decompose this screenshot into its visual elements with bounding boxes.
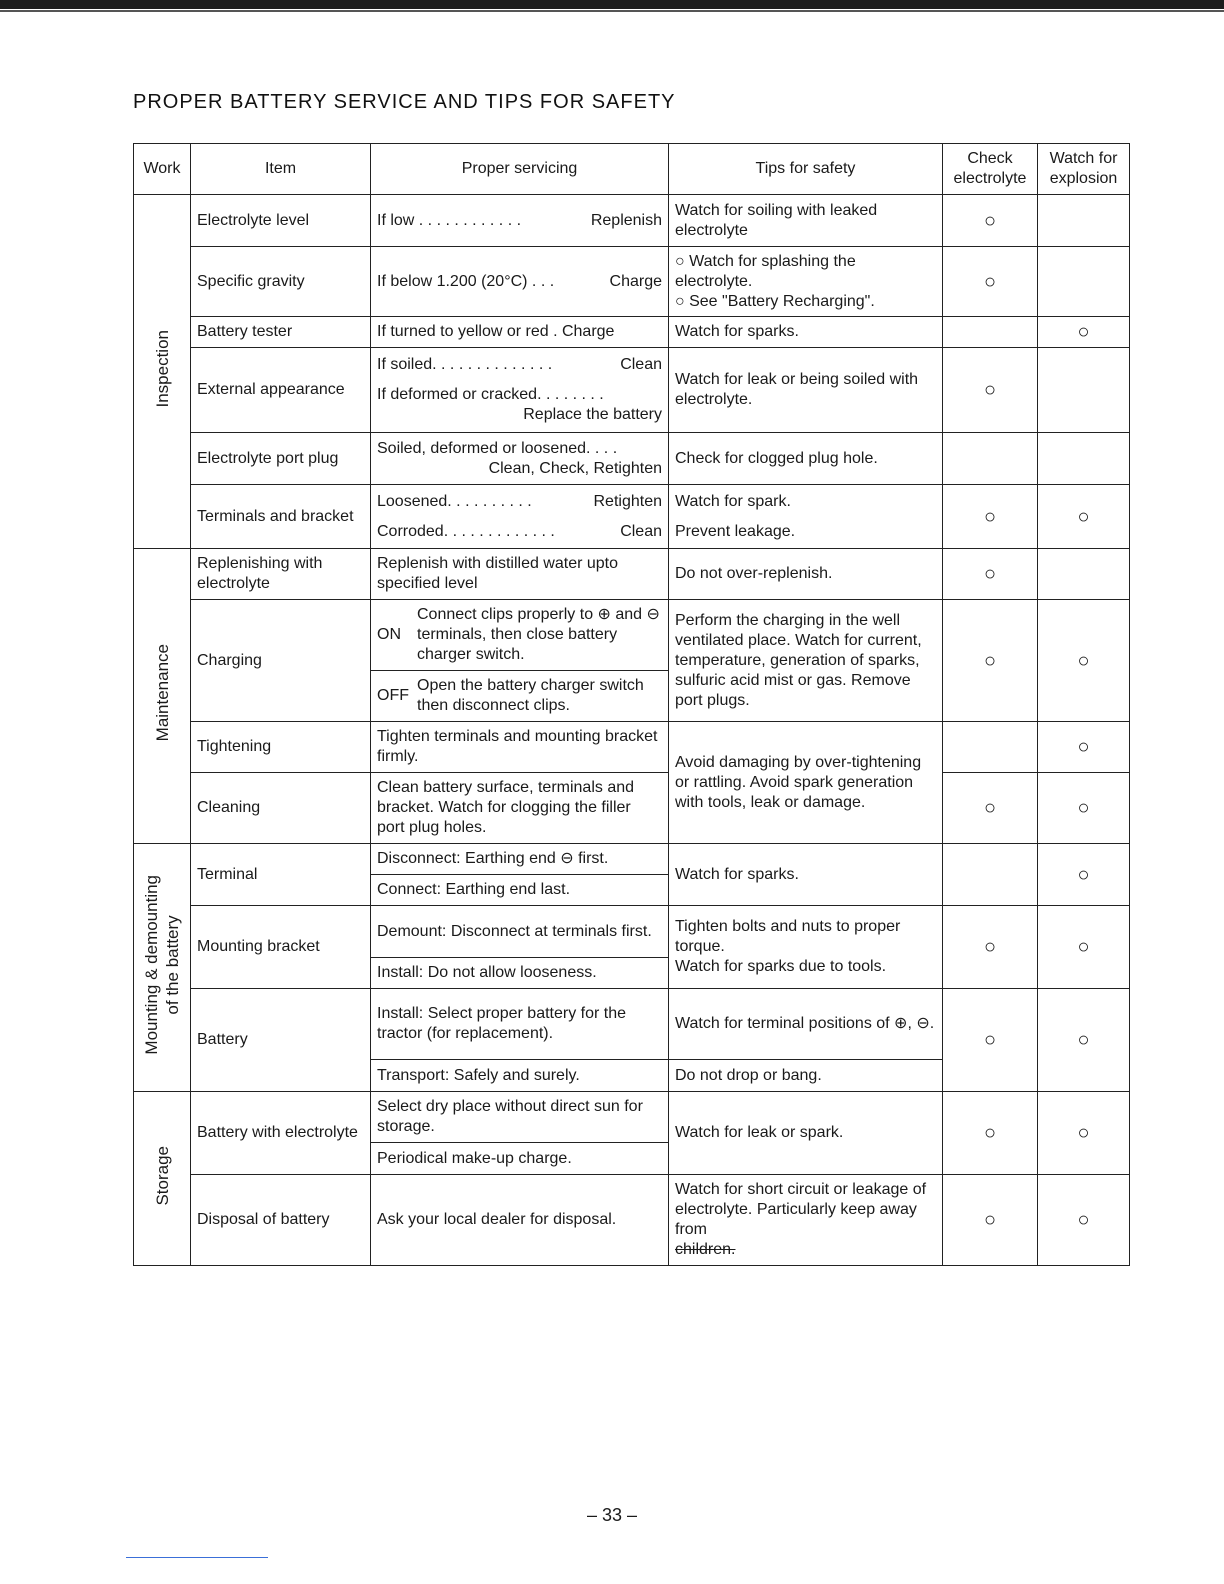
tips-cell: Watch for short circuit or leakage of electrolyte. Particularly keep away from children. [669, 1175, 943, 1266]
check-mark: ○ [943, 773, 1038, 844]
table-row [134, 247, 1130, 317]
top-border-line [0, 10, 1224, 12]
watch-mark: ○ [1038, 722, 1130, 773]
group-inspection: Inspection [134, 195, 191, 549]
check-mark: ○ [943, 348, 1038, 433]
item-cell: Electrolyte port plug [191, 433, 371, 485]
table-header-row [134, 144, 1130, 195]
empty-mark [1038, 247, 1130, 317]
tips-cell: Watch for soiling with leaked electrolyte [669, 195, 943, 247]
table-row [134, 989, 1130, 1060]
check-mark: ○ [943, 195, 1038, 247]
tips-cell: Watch for sparks. [669, 844, 943, 906]
watch-mark: ○ [1038, 989, 1130, 1092]
watch-mark: ○ [1038, 844, 1130, 906]
proper-cell: ON Connect clips properly to ⊕ and ⊖ terminals, then close battery charger switch. [371, 600, 669, 671]
struck-text: children. [675, 1241, 736, 1258]
watch-mark: ○ [1038, 1175, 1130, 1266]
top-border [0, 0, 1224, 9]
proper-cell: Transport: Safely and surely. [371, 1060, 669, 1092]
check-mark: ○ [943, 600, 1038, 722]
item-cell: Disposal of battery [191, 1175, 371, 1266]
table-row [134, 485, 1130, 549]
proper-cell: If below 1.200 (20°C) . . . Charge [371, 247, 669, 317]
tips-cell: Check for clogged plug hole. [669, 433, 943, 485]
tips-cell: Tighten bolts and nuts to proper torque. Watch for sparks due to tools. [669, 906, 943, 989]
item-cell: Battery [191, 989, 371, 1092]
item-cell: Terminals and bracket [191, 485, 371, 549]
item-cell: External appearance [191, 348, 371, 433]
table-row [134, 906, 1130, 958]
item-cell: Battery with electrolyte [191, 1092, 371, 1175]
proper-cell: Loosened. . . . . . . . . . Retighten Corroded. . . . . . . . . . . . . Clean [371, 485, 669, 549]
table-row [134, 844, 1130, 875]
table-row [134, 433, 1130, 485]
check-mark: ○ [943, 247, 1038, 317]
proper-cell: Periodical make-up charge. [371, 1143, 669, 1175]
group-maintenance: Maintenance [134, 549, 191, 844]
check-mark: ○ [943, 1175, 1038, 1266]
item-cell: Cleaning [191, 773, 371, 844]
check-mark: ○ [943, 485, 1038, 549]
group-mounting: Mounting & demounting of the battery [134, 844, 191, 1092]
off-label: OFF [377, 687, 409, 704]
proper-cell: Connect: Earthing end last. [371, 875, 669, 906]
header-proper-servicing: Proper servicing [371, 144, 669, 195]
tips-cell: Do not drop or bang. [669, 1060, 943, 1092]
empty-mark [1038, 549, 1130, 600]
proper-cell: If low . . . . . . . . . . . . Replenish [371, 195, 669, 247]
item-cell: Replenishing with electrolyte [191, 549, 371, 600]
item-cell: Battery tester [191, 317, 371, 348]
check-mark: ○ [943, 989, 1038, 1092]
proper-cell: Disconnect: Earthing end ⊖ first. [371, 844, 669, 875]
watch-mark: ○ [1038, 1092, 1130, 1175]
proper-cell: Demount: Disconnect at terminals first. [371, 906, 669, 958]
table-row [134, 348, 1130, 433]
watch-mark: ○ [1038, 773, 1130, 844]
proper-cell: If turned to yellow or red . Charge [371, 317, 669, 348]
item-cell: Specific gravity [191, 247, 371, 317]
table-row [134, 773, 1130, 844]
tips-cell: Avoid damaging by over-tightening or rattling. Avoid spark generation with tools, leak or damage. [669, 722, 943, 844]
watch-mark: ○ [1038, 906, 1130, 989]
proper-cell: Install: Do not allow looseness. [371, 958, 669, 989]
proper-cell: OFF Open the battery charger switch then disconnect clips. [371, 671, 669, 722]
tips-cell: ○ Watch for splashing the electrolyte. ○ See "Battery Recharging". [669, 247, 943, 317]
group-storage: Storage [134, 1092, 191, 1266]
watch-mark: ○ [1038, 317, 1130, 348]
proper-cell: Tighten terminals and mounting bracket firmly. [371, 722, 669, 773]
item-cell: Tightening [191, 722, 371, 773]
proper-cell: Soiled, deformed or loosened. . . . Clean, Check, Retighten [371, 433, 669, 485]
header-work: Work [134, 144, 191, 195]
empty-mark [943, 844, 1038, 906]
empty-mark [1038, 348, 1130, 433]
tips-cell: Watch for leak or spark. [669, 1092, 943, 1175]
tips-cell: Perform the charging in the well ventilated place. Watch for current, temperature, generation of sparks, sulfuric acid mist or gas. Remove port plugs. [669, 600, 943, 722]
proper-cell: If soiled. . . . . . . . . . . . . . Clean If deformed or cracked. . . . . . . . Replace the battery [371, 348, 669, 433]
header-check-electrolyte: Check electrolyte [943, 144, 1038, 195]
item-cell: Terminal [191, 844, 371, 906]
tips-cell: Watch for spark. Prevent leakage. [669, 485, 943, 549]
table-row [134, 1092, 1130, 1143]
check-mark: ○ [943, 549, 1038, 600]
empty-mark [943, 722, 1038, 773]
table-row [134, 317, 1130, 348]
table-row [134, 600, 1130, 671]
empty-mark [943, 317, 1038, 348]
item-cell: Mounting bracket [191, 906, 371, 989]
table-row [134, 1175, 1130, 1266]
table-row [134, 722, 1130, 773]
item-cell: Charging [191, 600, 371, 722]
proper-cell: Ask your local dealer for disposal. [371, 1175, 669, 1266]
proper-cell: Clean battery surface, terminals and bracket. Watch for clogging the filler port plug holes. [371, 773, 669, 844]
check-mark: ○ [943, 906, 1038, 989]
on-label: ON [377, 626, 401, 643]
header-item: Item [191, 144, 371, 195]
tips-cell: Do not over-replenish. [669, 549, 943, 600]
footer-line [126, 1557, 268, 1558]
watch-mark: ○ [1038, 485, 1130, 549]
page-title: PROPER BATTERY SERVICE AND TIPS FOR SAFETY [133, 91, 676, 113]
proper-cell: Install: Select proper battery for the tractor (for replacement). [371, 989, 669, 1060]
tips-cell: Watch for sparks. [669, 317, 943, 348]
battery-service-table [133, 143, 1130, 1266]
proper-cell: Replenish with distilled water upto specified level [371, 549, 669, 600]
empty-mark [1038, 195, 1130, 247]
empty-mark [943, 433, 1038, 485]
proper-cell: Select dry place without direct sun for storage. [371, 1092, 669, 1143]
page-number: – 33 – [586, 1505, 638, 1525]
header-watch-explosion: Watch for explosion [1038, 144, 1130, 195]
check-mark: ○ [943, 1092, 1038, 1175]
item-cell: Electrolyte level [191, 195, 371, 247]
header-tips-for-safety: Tips for safety [669, 144, 943, 195]
table-row [134, 549, 1130, 600]
table-row [134, 195, 1130, 247]
tips-cell: Watch for terminal positions of ⊕, ⊖. [669, 989, 943, 1060]
tips-cell: Watch for leak or being soiled with electrolyte. [669, 348, 943, 433]
empty-mark [1038, 433, 1130, 485]
watch-mark: ○ [1038, 600, 1130, 722]
